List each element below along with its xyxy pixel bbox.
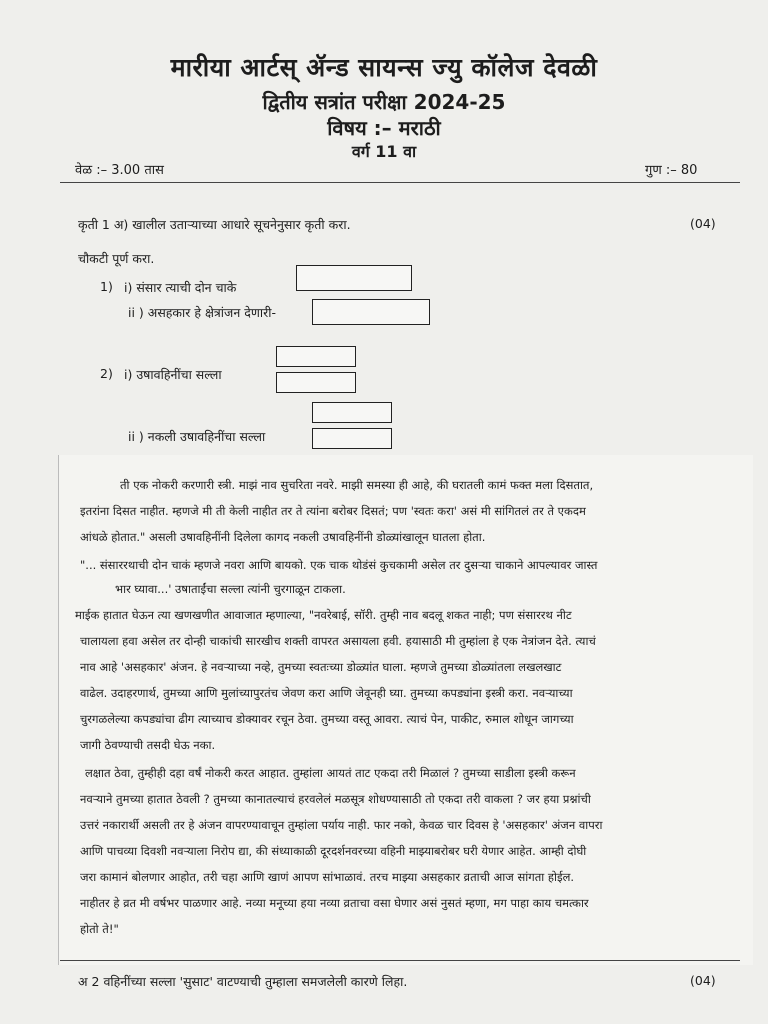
item1-a-label: i) संसार त्याची दोन चाके [124,280,237,295]
passage-divider [60,960,740,961]
time-label: वेळ :– 3.00 तास [75,163,164,178]
passage-line: लक्षात ठेवा, तुम्हीही दहा वर्षं नोकरी करत आहात. तुम्हांला आयतं ताट एकदा तरी मिळालं ? तुमच्या साडीला इस्त्री करून [85,766,576,780]
header-divider [60,182,740,183]
passage-line: जागी ठेवण्याची तसदी घेऊ नका. [80,738,216,752]
passage-line: भार घ्यावा...' उषाताईंचा सल्ला त्यांनी चुरगाळून टाकला. [115,582,346,596]
passage-line: ती एक नोकरी करणारी स्त्री. माझं नाव सुचरिता नवरे. माझी समस्या ही आहे, की घरातली कामं फक्त मला दिसतात, [120,478,594,492]
passage-line: आणि पाचव्या दिवशी नवऱ्याला निरोप द्या, की संध्याकाळी दूरदर्शनवरच्या वहिनी माझ्याबरोबर घरी येणार आहेत. आम्ही दोघी [80,844,587,858]
question1-marks: (04) [690,216,716,231]
passage-line: चुरगळलेल्या कपड्यांचा ढीग त्याच्याच डोक्यावर रचून ठेवा. तुमच्या वस्तू आवरा. त्याचं पेन, पाकीट, रुमाल शोधून जागच्या [80,712,574,726]
item1-number: 1) [100,279,113,294]
answer-box-2a-bottom[interactable] [276,372,356,393]
item2-number: 2) [100,366,113,381]
answer-box-2b-top[interactable] [312,402,392,423]
answer-box-2a-top[interactable] [276,346,356,367]
answer-box-2b-bottom[interactable] [312,428,392,449]
answer-box-1a[interactable] [296,265,412,291]
class-line: वर्ग 11 वा [351,142,417,161]
question1-instruction: चौकटी पूर्ण करा. [78,251,155,266]
question2-marks: (04) [690,973,716,988]
exam-title: द्वितीय सत्रांत परीक्षा 2024-25 [262,90,506,114]
passage-line: नाव आहे 'असहकार' अंजन. हे नवऱ्याच्या नव्हे, तुमच्या स्वतःच्या डोळ्यांत घाला. म्हणजे तुमच्या डोळ्यांतला लखलखाट [80,660,562,674]
question1-heading: कृती 1 अ) खालील उताऱ्याच्या आधारे सूचनेनुसार कृती करा. [78,217,351,232]
answer-box-1b[interactable] [312,299,430,325]
marks-label: गुण :– 80 [645,163,698,178]
passage-line: आंधळे होतात." असली उषावहिनींनी दिलेला कागद नकली उषावहिनींनी डोळ्यांखालून घातला होता. [80,530,486,544]
subject-line: विषय :– मराठी [327,116,441,140]
passage-line: माईक हातात घेऊन त्या खणखणीत आवाजात म्हणाल्या, "नवरेबाई, सॉरी. तुम्ही नाव बदलू शकत नाही; पण संसाररथ नीट [75,608,572,622]
passage-line: जरा कामानं बोलणार आहोत, तरी चहा आणि खाणं आपण सांभाळावं. तरच माझ्या असहकार व्रताची आज सांगता होईल. [80,870,575,884]
question2-text: अ 2 वहिनींच्या सल्ला 'सुसाट' वाटण्याची तुम्हाला समजलेली कारणे लिहा. [78,974,408,989]
passage-line: "... संसाररथाची दोन चाकं म्हणजे नवरा आणि बायको. एक चाक थोडंसं कुचकामी असेल तर दुसऱ्या चाकाने आपल्यावर जास्त [80,558,598,572]
item2-b-label: ii ) नकली उषावहिनींचा सल्ला [128,429,266,444]
passage-line: उत्तरं नकारार्थी असली तर हे अंजन वापरण्यावाचून तुम्हांला पर्याय नाही. फार नको, केवळ चार दिवस हे 'असहकार' अंजन वापरा [80,818,603,832]
college-title: मारीया आर्टस् ॲन्ड सायन्स ज्यु कॉलेज देवळी [170,53,598,82]
passage-line: चालायला हवा असेल तर दोन्ही चाकांची सारखीच शक्ती वापरत असायला हवी. हयासाठी मी तुम्हांला हे एक नेत्रांजन देते. त्याचं [80,634,596,648]
item1-b-label: ii ) असहकार हे क्षेत्रांजन देणारी- [128,305,277,320]
passage-line: होतो ते!" [80,922,119,936]
passage-line: इतरांना दिसत नाहीत. म्हणजे मी ती केली नाहीत तर ते त्यांना बरोबर दिसतं; पण 'स्वतः करा' असं मी सांगितलं तर ते एकदम [80,504,586,518]
passage-line: नाहीतर हे व्रत मी वर्षभर पाळणार आहे. नव्या मनूच्या हया नव्या व्रताचा वसा घेणार असं नुसतं म्हणा, मग पाहा काय चमत्कार [80,896,589,910]
item2-a-label: i) उषावहिनींचा सल्ला [124,367,222,382]
passage-line: वाढेल. उदाहरणार्थ, तुमच्या आणि मुलांच्यापुरतंच जेवण करा आणि जेवूनही घ्या. तुमच्या कपड्यांना इस्त्री करा. नवऱ्याच्या [80,686,573,700]
passage-line: नवऱ्याने तुमच्या हातात ठेवली ? तुमच्या कानातल्याचं हरवलेलं मळसूत्र शोधण्यासाठी तो एकदा तरी वाकला ? जर हया प्रश्नांची [80,792,591,806]
